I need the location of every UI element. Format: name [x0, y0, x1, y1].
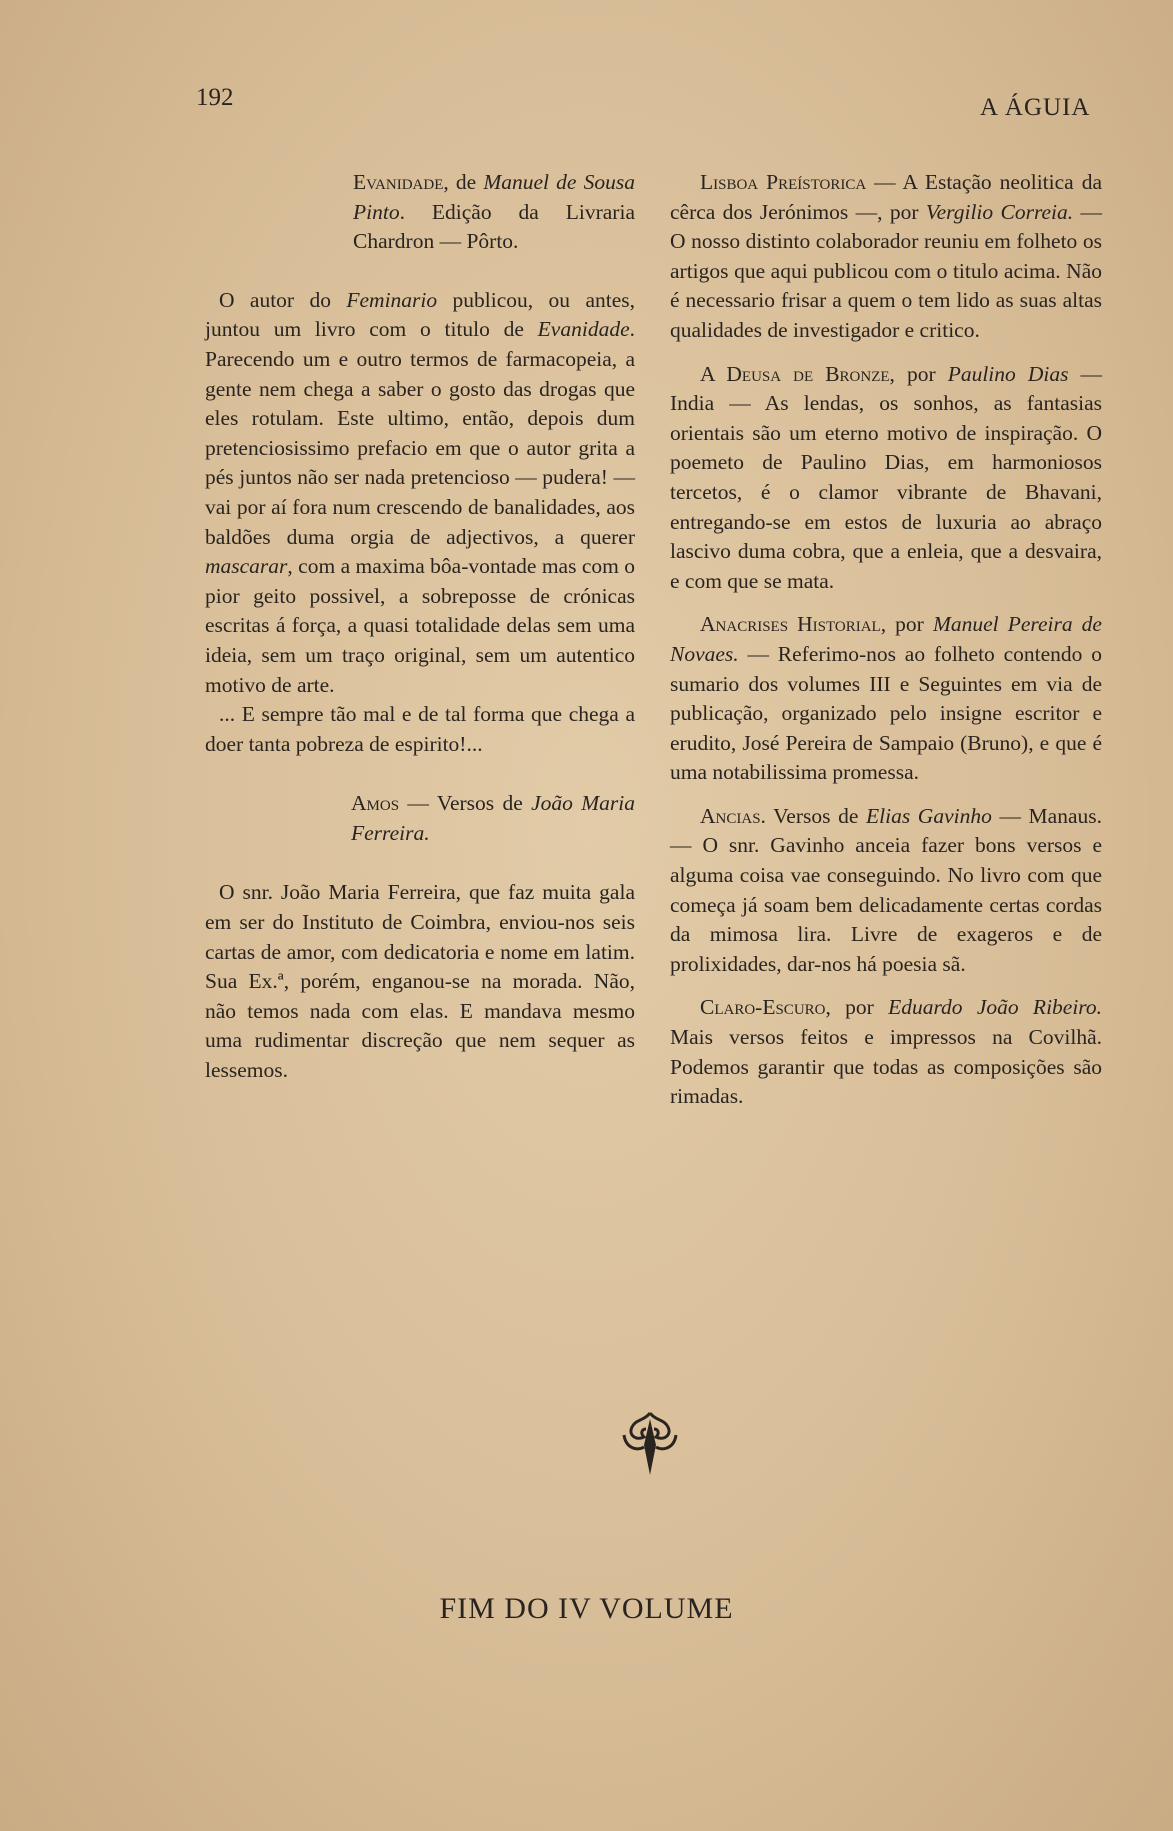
- review-entry: [670, 802, 1102, 980]
- review-author: João Maria Ferreira.: [351, 791, 636, 845]
- review-title-separator: — A Estação neolitica da cêrca dos Jerónimos —, por: [670, 170, 1102, 224]
- review-body: — Referimo-nos ao folheto contendo o sumario dos volumes III e Seguintes em via de publicação, organizado pelo insigne escritor e erudito, José Pereira de Sampaio (Bruno), e que é uma notabilissima promessa.: [670, 641, 1102, 785]
- review-entry: [670, 610, 1102, 788]
- review-author: Paulino Dias: [947, 361, 1069, 386]
- review-entry: [670, 168, 1102, 346]
- body-text-italic: mascarar: [205, 554, 288, 579]
- review-publisher: . Edição da Livraria Chardron — Pôrto.: [353, 199, 635, 254]
- review-title: Anacrises Historial: [700, 612, 881, 637]
- review-body: — Manaus. — O snr. Gavinho anceia fazer bons versos e alguma coisa vae conseguindo. No livro com que começa já soam bem delicadamente certas cordas da mimosa lira. Livre de exageros e de prolixidades, dar-nos há poesia sã.: [670, 803, 1103, 976]
- review-body: Mais versos feitos e impressos na Covilhã. Podemos garantir que todas as composições são rimadas.: [670, 1025, 1102, 1109]
- review-title-separator: , de: [443, 170, 484, 194]
- review-title: Claro-Escuro: [700, 995, 826, 1020]
- review-heading: [205, 168, 635, 257]
- review-title: A Deusa de Bronze: [700, 361, 890, 386]
- review-title-separator: , por: [880, 612, 933, 637]
- right-column: [670, 168, 1102, 1126]
- body-text: , com a maxima bôa-vontade mas com o pior geito possivel, a sobreposse de crónicas escritas á força, a quasi totalidade delas sem uma ideia, sem um traço original, sem um autentico motivo de arte.: [205, 554, 635, 697]
- review-title: Lisboa Preístorica: [700, 170, 867, 194]
- review-title-separator: . Versos de: [760, 803, 866, 828]
- review-author: Elias Gavinho: [865, 803, 992, 828]
- review-author: Vergilio Correia.: [925, 199, 1074, 224]
- review-title: Evanidade: [353, 170, 444, 194]
- running-head: A ÁGUIA: [980, 94, 1091, 121]
- body-text: . Parecendo um e outro termos de farmacopeia, a gente nem chega a saber o gosto das drogas que eles rotulam. Este ultimo, então, depois dum pretenciosissimo prefacio em que o autor grita a pés juntos não ser nada pretencioso — pudera! — vai por aí fora num crescendo de banalidades, aos baldões duma orgia de adjectivos, a querer: [205, 317, 635, 549]
- review-body: — India — As lendas, os sonhos, as fantasias orientais são um eterno motivo de inspiração. O poemeto de Paulino Dias, em harmoniosos tercetos, é o clamor vibrante de Bhavani, entregando-se em estos de luxuria ao abraço lascivo duma cobra, que a enleia, que a desvaira, e com que se mata.: [670, 361, 1103, 593]
- review-body: O snr. João Maria Ferreira, que faz muita gala em ser do Instituto de Coimbra, enviou-nos seis cartas de amor, com dedicatoria e nome em latim. Sua Ex.ª, porém, enganou-se na morada. Não, não temos nada com elas. E mandava mesmo uma rudimentar discreção que nem sequer as lessemos.: [205, 880, 635, 1083]
- review-title-separator: , por: [825, 995, 889, 1020]
- review-title-separator: — Versos de: [399, 791, 532, 816]
- review-body: — O nosso distinto colaborador reuniu em folheto os artigos que aqui publicou com o titulo acima. Não é necessario frisar a quem o tem lido as suas altas qualidades de investigador e critico.: [670, 199, 1103, 342]
- body-text-italic: Feminario: [346, 287, 438, 312]
- body-text-italic: Evanidade: [537, 317, 630, 342]
- review-title: Ancias: [700, 803, 761, 828]
- closing-text: FIM DO IV VOLUME: [439, 1592, 734, 1625]
- left-column: [205, 168, 635, 1086]
- review-heading: [205, 789, 635, 848]
- body-text: O autor do: [219, 287, 347, 312]
- review-author: Manuel de Sousa Pinto: [353, 170, 635, 224]
- review-title: Amos: [351, 791, 400, 816]
- fleuron-ornament-icon: [614, 1405, 686, 1477]
- review-author: Manuel Pereira de Novaes.: [670, 612, 1102, 666]
- page-number: 192: [196, 84, 234, 111]
- review-author: Eduardo João Ribeiro.: [888, 995, 1102, 1020]
- review-entry: [670, 360, 1102, 597]
- body-text: publicou, ou antes, juntou um livro com o titulo de: [205, 287, 635, 342]
- review-body: [205, 286, 635, 700]
- review-title-separator: , por: [889, 361, 948, 386]
- review-closing-line: ... E sempre tão mal e de tal forma que chega a doer tanta pobreza de espirito!...: [205, 702, 635, 756]
- review-entry: [670, 993, 1102, 1111]
